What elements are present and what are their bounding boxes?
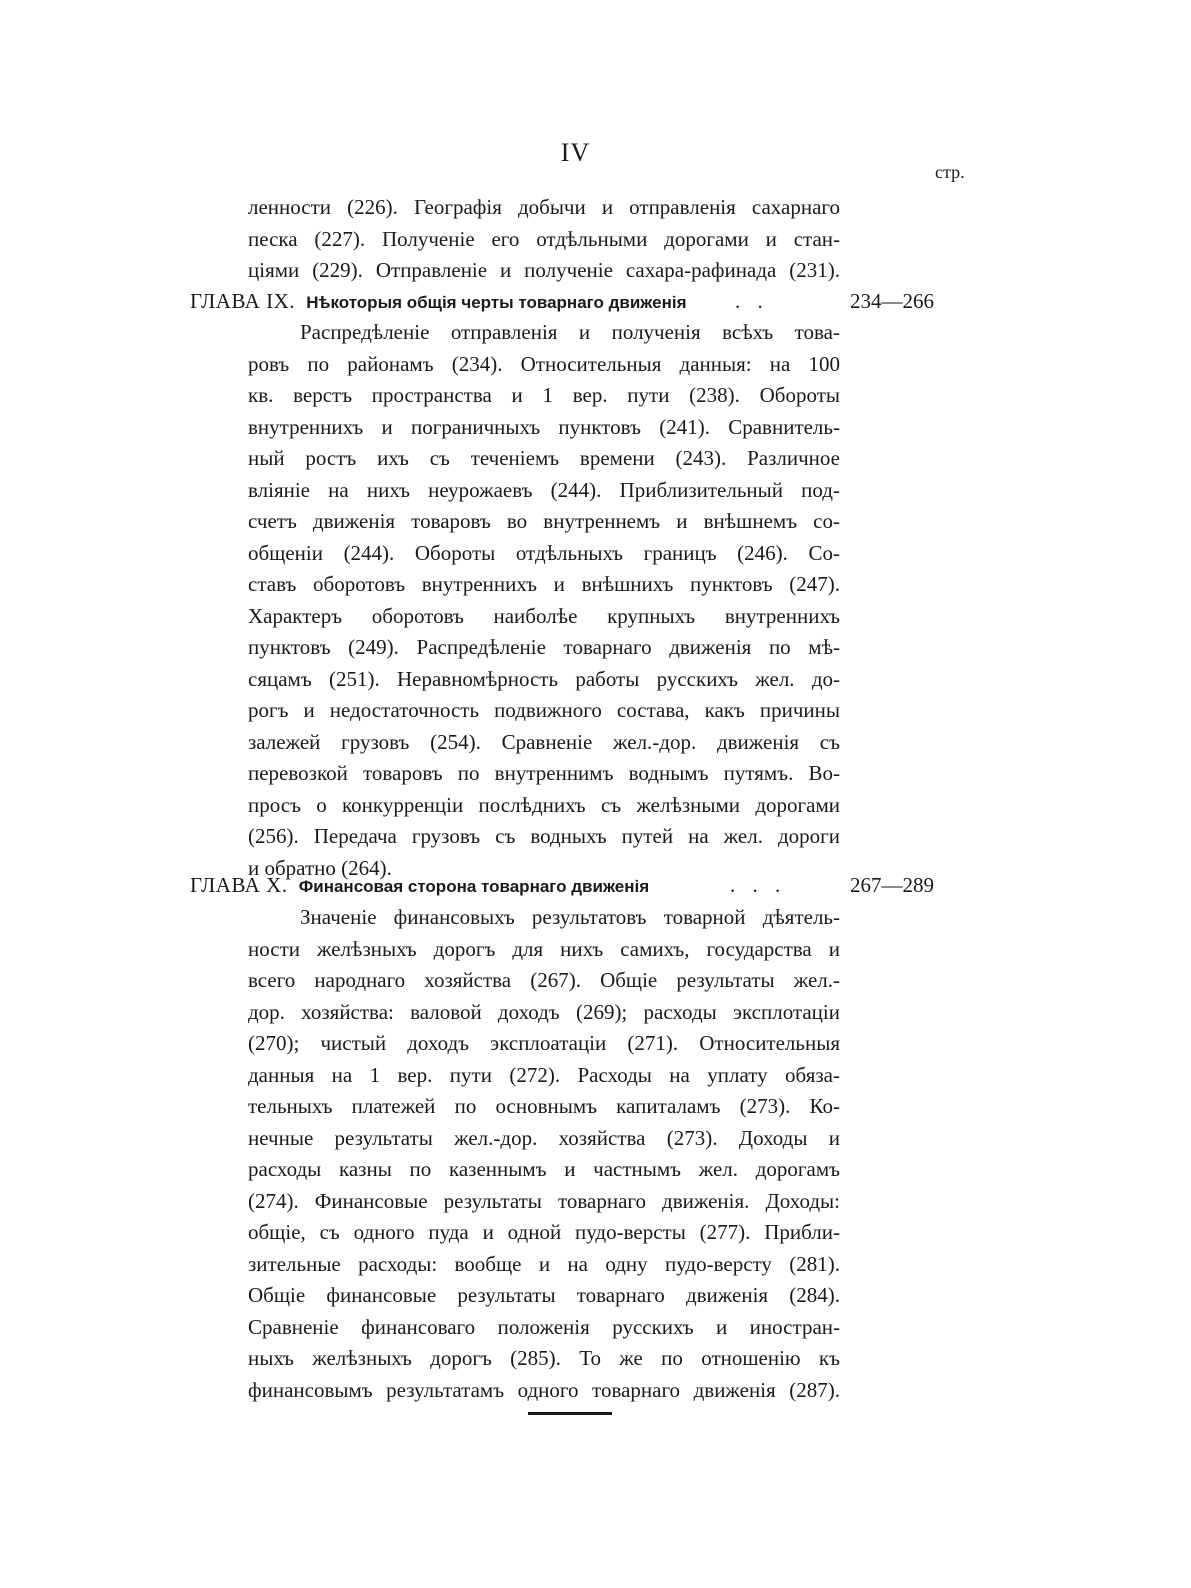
text-line: данныя на 1 вер. пути (272). Расходы на уплату обяза-: [248, 1062, 840, 1087]
text-line: расходы казны по казеннымъ и частнымъ жел. дорогамъ: [248, 1157, 840, 1181]
chapter-label: ГЛАВА X.: [190, 873, 288, 897]
text-line: ставъ оборотовъ внутреннихъ и внѣшнихъ пунктовъ (247).: [248, 572, 840, 596]
text-line: (274). Финансовые результаты товарнаго движенія. Доходы:: [248, 1188, 840, 1213]
text-line: финансовымъ результатамъ одного товарнаго движенія (287).: [248, 1377, 840, 1402]
text-line: общіе, съ одного пуда и одной пудо-версты (277). Прибли-: [248, 1220, 840, 1244]
text-line: общеніи (244). Обороты отдѣльныхъ границъ (246). Со-: [248, 540, 840, 565]
text-line: Значеніе финансовыхъ результатовъ товарной дѣятель-: [300, 905, 840, 929]
text-line: дор. хозяйства: валовой доходъ (269); расходы эксплотаціи: [248, 999, 840, 1024]
text-line: Характеръ оборотовъ наиболѣе крупныхъ внутреннихъ: [248, 603, 840, 628]
text-line: Сравненіе финансоваго положенія русскихъ и иностран-: [248, 1314, 840, 1339]
text-line: пунктовъ (249). Распредѣленіе товарнаго движенія по мѣ-: [248, 635, 840, 659]
text-line: песка (227). Полученіе его отдѣльными дорогами и стан-: [248, 226, 840, 251]
text-line: вліяніе на нихъ неурожаевъ (244). Приблизительный под-: [248, 477, 840, 502]
text-line: ный ростъ ихъ съ теченіемъ времени (243). Различное: [248, 446, 840, 470]
text-line: ности желѣзныхъ дорогъ для нихъ самихъ, государства и: [248, 936, 840, 961]
text-line: счетъ движенія товаровъ во внутреннемъ и внѣшнемъ со-: [248, 509, 840, 533]
text-line: (256). Передача грузовъ съ водныхъ путей на жел. дороги: [248, 824, 840, 848]
text-line: тельныхъ платежей по основнымъ капиталамъ (273). Ко-: [248, 1094, 840, 1118]
text-line: ціями (229). Отправленіе и полученіе сахара-рафинада (231).: [248, 258, 840, 282]
text-line: зительные расходы: вообще и на одну пудо-версту (281).: [248, 1251, 840, 1276]
end-rule: [528, 1412, 612, 1415]
text-line: всего народнаго хозяйства (267). Общіе результаты жел.-: [248, 968, 840, 992]
page-number: IV: [560, 138, 591, 167]
page-column-label: стр.: [935, 162, 965, 182]
text-line: Распредѣленіе отправленія и полученія всѣхъ това-: [300, 320, 840, 344]
text-line: и обратно (264).: [248, 855, 392, 880]
leader-dots: . .: [735, 289, 769, 313]
text-line: внутреннихъ и пограничныхъ пунктовъ (241). Сравнитель-: [248, 414, 840, 439]
chapter-10-summary: [248, 902, 840, 1406]
text-line: кв. верстъ пространства и 1 вер. пути (238). Обороты: [248, 383, 840, 407]
chapter-heading-10: [190, 870, 960, 903]
chapter-9-summary: [248, 317, 840, 884]
text-line: сяцамъ (251). Неравномѣрность работы русскихъ жел. до-: [248, 666, 840, 691]
intro-text: [248, 192, 840, 287]
chapter-title: Финансовая сторона товарнаго движенія: [298, 877, 650, 896]
text-line: ровъ по районамъ (234). Относительныя данныя: на 100: [248, 351, 840, 376]
text-line: нечные результаты жел.-дор. хозяйства (273). Доходы и: [248, 1125, 840, 1150]
leader-dots: . . .: [730, 873, 787, 897]
text-line: ныхъ желѣзныхъ дорогъ (285). То же по отношенію къ: [248, 1346, 840, 1370]
text-line: рогъ и недостаточность подвижного состава, какъ причины: [248, 698, 840, 722]
chapter-label: ГЛАВА IX.: [190, 289, 295, 313]
chapter-heading-9: [190, 286, 960, 319]
text-line: залежей грузовъ (254). Сравненіе жел.-дор. движенія съ: [248, 729, 840, 754]
text-line: перевозкой товаровъ по внутреннимъ воднымъ путямъ. Во-: [248, 761, 840, 785]
text-line: (270); чистый доходъ эксплоатаціи (271). Относительныя: [248, 1031, 840, 1055]
text-line: ленности (226). Географія добычи и отправленія сахарнаго: [248, 195, 840, 219]
text-line: просъ о конкурренціи послѣднихъ съ желѣзными дорогами: [248, 792, 840, 817]
chapter-pages: 234—266: [850, 289, 934, 313]
chapter-pages: 267—289: [850, 873, 934, 897]
chapter-title: Нѣкоторыя общія черты товарнаго движенія: [306, 293, 687, 312]
text-line: Общіе финансовые результаты товарнаго движенія (284).: [248, 1283, 840, 1307]
